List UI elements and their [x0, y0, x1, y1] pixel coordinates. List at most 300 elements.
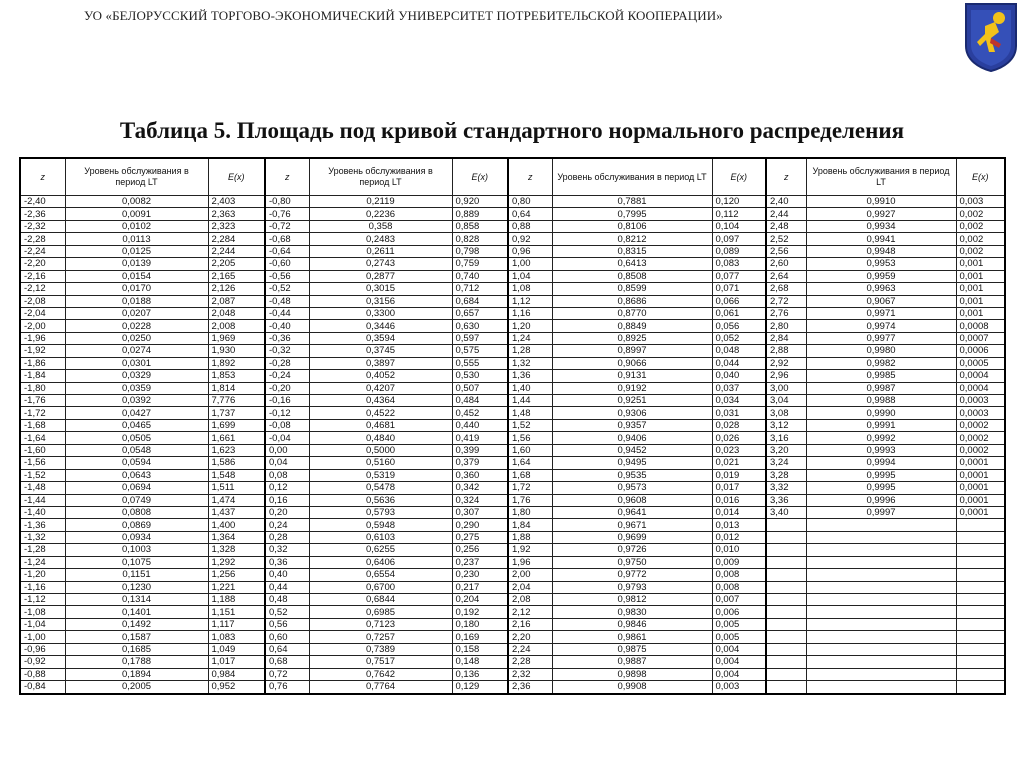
table-cell: 0,9982 [806, 357, 956, 369]
table-cell: 0,0808 [65, 506, 208, 518]
table-cell: -1,64 [20, 432, 65, 444]
table-cell: 1,737 [208, 407, 265, 419]
table-cell: 0,9910 [806, 196, 956, 208]
table-row [20, 245, 1005, 257]
table-cell [956, 569, 1005, 581]
table-cell: 0,88 [508, 220, 552, 232]
table-cell: -2,24 [20, 245, 65, 257]
table-cell: -0,36 [265, 332, 309, 344]
table-cell: 0,9908 [552, 681, 712, 694]
column-header-ex-3: E(x) [712, 158, 766, 196]
table-cell: 2,92 [766, 357, 806, 369]
table-cell: 0,008 [712, 581, 766, 593]
table-cell: 0,034 [712, 395, 766, 407]
table-cell: 0,60 [265, 631, 309, 643]
table-cell: 1,56 [508, 432, 552, 444]
table-cell: 7,776 [208, 395, 265, 407]
table-cell: 0,9608 [552, 494, 712, 506]
table-cell: 0,0274 [65, 345, 208, 357]
table-cell: 1,049 [208, 643, 265, 655]
table-cell: 0,360 [452, 469, 508, 481]
table-cell: 0,3446 [309, 320, 452, 332]
table-cell: 0,5636 [309, 494, 452, 506]
table-cell: 2,64 [766, 270, 806, 282]
table-cell: 0,9974 [806, 320, 956, 332]
table-cell: 0,5478 [309, 482, 452, 494]
table-cell [806, 581, 956, 593]
table-cell: 0,358 [309, 220, 452, 232]
table-cell: 0,0694 [65, 482, 208, 494]
table-cell: 0,2119 [309, 196, 452, 208]
table-cell [956, 594, 1005, 606]
table-cell: 1,84 [508, 519, 552, 531]
table-cell: 3,16 [766, 432, 806, 444]
column-header-z-1: z [20, 158, 65, 196]
table-cell: 0,9934 [806, 220, 956, 232]
table-cell: 0,4207 [309, 382, 452, 394]
table-cell: 0,0301 [65, 357, 208, 369]
table-cell: 1,04 [508, 270, 552, 282]
table-cell: -0,16 [265, 395, 309, 407]
table-cell: 1,292 [208, 556, 265, 568]
table-cell: 0,8849 [552, 320, 712, 332]
table-cell: 2,56 [766, 245, 806, 257]
table-cell: 0,0125 [65, 245, 208, 257]
table-cell: 0,204 [452, 594, 508, 606]
table-cell: -0,60 [265, 258, 309, 270]
table-cell: 0,005 [712, 618, 766, 630]
table-cell: 2,363 [208, 208, 265, 220]
table-cell: 0,083 [712, 258, 766, 270]
table-row [20, 307, 1005, 319]
table-cell: 1,151 [208, 606, 265, 618]
table-cell: -0,28 [265, 357, 309, 369]
table-cell: 2,48 [766, 220, 806, 232]
table-cell: 0,0002 [956, 419, 1005, 431]
table-row [20, 382, 1005, 394]
table-cell: -0,56 [265, 270, 309, 282]
table-cell [766, 668, 806, 680]
table-cell: 1,96 [508, 556, 552, 568]
table-cell: 0,003 [712, 681, 766, 694]
table-cell: 3,40 [766, 506, 806, 518]
table-cell: -1,20 [20, 569, 65, 581]
table-cell: 0,5160 [309, 457, 452, 469]
table-cell: 0,007 [712, 594, 766, 606]
table-cell: 0,031 [712, 407, 766, 419]
table-cell: 0,6413 [552, 258, 712, 270]
table-cell: 0,9495 [552, 457, 712, 469]
table-cell: 0,275 [452, 531, 508, 543]
table-cell: 0,9971 [806, 307, 956, 319]
table-cell [766, 643, 806, 655]
table-cell: 0,9991 [806, 419, 956, 431]
table-cell: 0,08 [265, 469, 309, 481]
table-cell: 0,0004 [956, 382, 1005, 394]
table-cell: 0,9641 [552, 506, 712, 518]
table-cell: -1,32 [20, 531, 65, 543]
table-cell: -0,68 [265, 233, 309, 245]
table-cell: 0,0392 [65, 395, 208, 407]
table-cell: -1,16 [20, 581, 65, 593]
table-cell: 0,013 [712, 519, 766, 531]
organization-header: УО «БЕЛОРУССКИЙ ТОРГОВО-ЭКОНОМИЧЕСКИЙ УНИВЕРСИТЕТ ПОТРЕБИТЕЛЬСКОЙ КООПЕРАЦИИ» [84, 8, 723, 23]
table-cell: 0,9406 [552, 432, 712, 444]
table-cell: 1,24 [508, 332, 552, 344]
table-cell: 0,1230 [65, 581, 208, 593]
table-cell: 1,364 [208, 531, 265, 543]
table-cell: 0,019 [712, 469, 766, 481]
table-row [20, 681, 1005, 694]
table-cell: 1,083 [208, 631, 265, 643]
table-row [20, 631, 1005, 643]
table-cell: 2,28 [508, 656, 552, 668]
table-cell: 0,9990 [806, 407, 956, 419]
table-cell: 1,76 [508, 494, 552, 506]
table-row [20, 283, 1005, 295]
table-cell: 1,28 [508, 345, 552, 357]
table-cell: 2,36 [508, 681, 552, 694]
table-cell: 1,328 [208, 544, 265, 556]
table-cell: -0,76 [265, 208, 309, 220]
table-cell: 2,048 [208, 307, 265, 319]
table-cell: 0,0001 [956, 457, 1005, 469]
table-cell: 0,92 [508, 233, 552, 245]
table-cell: 2,72 [766, 295, 806, 307]
table-row [20, 345, 1005, 357]
table-cell: -1,84 [20, 370, 65, 382]
table-cell: 0,012 [712, 531, 766, 543]
table-cell: 0,002 [956, 208, 1005, 220]
table-cell: 0,009 [712, 556, 766, 568]
table-cell: 3,08 [766, 407, 806, 419]
table-cell: 0,3897 [309, 357, 452, 369]
table-cell: 0,002 [956, 220, 1005, 232]
table-cell: 0,0869 [65, 519, 208, 531]
table-row [20, 332, 1005, 344]
table-cell: 1,64 [508, 457, 552, 469]
table-cell: -1,68 [20, 419, 65, 431]
table-cell: 0,148 [452, 656, 508, 668]
table-cell: 0,136 [452, 668, 508, 680]
table-cell: 0,5948 [309, 519, 452, 531]
table-cell: 0,2236 [309, 208, 452, 220]
table-cell: 0,8599 [552, 283, 712, 295]
table-cell: 0,9452 [552, 444, 712, 456]
table-cell: 0,1075 [65, 556, 208, 568]
table-cell: 0,0188 [65, 295, 208, 307]
table-cell: 0,76 [265, 681, 309, 694]
table-cell: -1,48 [20, 482, 65, 494]
table-cell: 2,165 [208, 270, 265, 282]
table-cell: 0,52 [265, 606, 309, 618]
table-cell: 1,92 [508, 544, 552, 556]
table-cell: 1,52 [508, 419, 552, 431]
table-row [20, 432, 1005, 444]
table-cell: 0,6700 [309, 581, 452, 593]
table-cell: 2,60 [766, 258, 806, 270]
table-cell: 2,04 [508, 581, 552, 593]
table-cell: 0,1894 [65, 668, 208, 680]
column-header-z-4: z [766, 158, 806, 196]
table-cell: 1,00 [508, 258, 552, 270]
table-cell: 3,24 [766, 457, 806, 469]
table-cell: 0,4052 [309, 370, 452, 382]
table-cell: 0,0001 [956, 469, 1005, 481]
table-row [20, 531, 1005, 543]
table-cell: 0,0001 [956, 494, 1005, 506]
table-row [20, 656, 1005, 668]
table-cell: 1,623 [208, 444, 265, 456]
table-cell: 0,1788 [65, 656, 208, 668]
table-cell: 3,12 [766, 419, 806, 431]
table-cell: 3,32 [766, 482, 806, 494]
table-cell: 0,0007 [956, 332, 1005, 344]
table-cell: 1,72 [508, 482, 552, 494]
table-cell: -0,88 [20, 668, 65, 680]
table-cell: 0,307 [452, 506, 508, 518]
table-cell: 0,0465 [65, 419, 208, 431]
table-cell [956, 643, 1005, 655]
table-cell: -0,72 [265, 220, 309, 232]
table-cell: 2,16 [508, 618, 552, 630]
table-cell: 0,9812 [552, 594, 712, 606]
table-cell [766, 556, 806, 568]
table-cell: 0,9887 [552, 656, 712, 668]
table-cell: -0,48 [265, 295, 309, 307]
table-cell: 2,40 [766, 196, 806, 208]
table-cell: 0,858 [452, 220, 508, 232]
table-cell: 0,9953 [806, 258, 956, 270]
table-cell: 0,2743 [309, 258, 452, 270]
table-cell: 0,3015 [309, 283, 452, 295]
table-cell: 0,044 [712, 357, 766, 369]
table-row [20, 270, 1005, 282]
table-cell: 0,0250 [65, 332, 208, 344]
table-cell: -0,52 [265, 283, 309, 295]
table-cell: 0,129 [452, 681, 508, 694]
table-cell [956, 531, 1005, 543]
table-cell: 0,8770 [552, 307, 712, 319]
table-cell: 2,88 [766, 345, 806, 357]
table-cell [956, 544, 1005, 556]
table-cell: 0,9985 [806, 370, 956, 382]
table-cell: 0,484 [452, 395, 508, 407]
table-cell: 0,9131 [552, 370, 712, 382]
table-cell: 0,9980 [806, 345, 956, 357]
table-row [20, 208, 1005, 220]
table-cell: 3,28 [766, 469, 806, 481]
table-cell: 1,48 [508, 407, 552, 419]
table-cell: 0,9988 [806, 395, 956, 407]
table-row [20, 357, 1005, 369]
table-cell: 0,097 [712, 233, 766, 245]
table-cell: 0,010 [712, 544, 766, 556]
table-cell: 2,52 [766, 233, 806, 245]
table-cell [806, 681, 956, 694]
table-cell: 0,657 [452, 307, 508, 319]
table-cell: 0,597 [452, 332, 508, 344]
table-cell: 0,5793 [309, 506, 452, 518]
table-cell [766, 519, 806, 531]
table-cell: -0,12 [265, 407, 309, 419]
table-cell: 0,9963 [806, 283, 956, 295]
table-cell: 1,36 [508, 370, 552, 382]
table-row [20, 320, 1005, 332]
table-cell: 0,630 [452, 320, 508, 332]
table-cell: -1,96 [20, 332, 65, 344]
table-cell: 0,237 [452, 556, 508, 568]
table-cell: 0,00 [265, 444, 309, 456]
table-cell: 1,437 [208, 506, 265, 518]
table-cell: 0,0001 [956, 506, 1005, 518]
table-cell: 0,016 [712, 494, 766, 506]
table-cell: -2,20 [20, 258, 65, 270]
table-row [20, 370, 1005, 382]
table-cell: 0,2877 [309, 270, 452, 282]
table-cell: 0,017 [712, 482, 766, 494]
table-cell: -1,28 [20, 544, 65, 556]
table-cell: -1,60 [20, 444, 65, 456]
table-row [20, 618, 1005, 630]
table-cell [956, 668, 1005, 680]
table-row [20, 643, 1005, 655]
table-cell: 0,9357 [552, 419, 712, 431]
table-cell: -1,40 [20, 506, 65, 518]
table-cell: 0,0154 [65, 270, 208, 282]
table-row [20, 295, 1005, 307]
table-cell: 0,9306 [552, 407, 712, 419]
table-cell [956, 618, 1005, 630]
table-cell: 0,9927 [806, 208, 956, 220]
table-cell: 0,0594 [65, 457, 208, 469]
table-cell: -2,16 [20, 270, 65, 282]
table-row [20, 556, 1005, 568]
table-cell: 1,117 [208, 618, 265, 630]
normal-distribution-table-container [19, 157, 1004, 695]
table-cell: 0,026 [712, 432, 766, 444]
table-cell: 0,9993 [806, 444, 956, 456]
table-cell: 1,661 [208, 432, 265, 444]
table-row [20, 482, 1005, 494]
table-cell: 0,7642 [309, 668, 452, 680]
table-cell: 0,004 [712, 656, 766, 668]
table-cell: 0,9959 [806, 270, 956, 282]
table-cell: 0,0427 [65, 407, 208, 419]
table-cell: 0,20 [265, 506, 309, 518]
table-cell: 2,126 [208, 283, 265, 295]
table-cell: 0,48 [265, 594, 309, 606]
table-cell: -2,28 [20, 233, 65, 245]
column-header-z-2: z [265, 158, 309, 196]
table-cell [766, 531, 806, 543]
table-cell: 0,0008 [956, 320, 1005, 332]
table-cell: 0,112 [712, 208, 766, 220]
table-cell: -0,40 [265, 320, 309, 332]
table-cell: 0,68 [265, 656, 309, 668]
table-cell: 1,40 [508, 382, 552, 394]
table-cell: 0,0749 [65, 494, 208, 506]
table-cell: 2,96 [766, 370, 806, 382]
table-header-row [20, 158, 1005, 196]
table-cell: 0,1151 [65, 569, 208, 581]
table-cell: 0,6554 [309, 569, 452, 581]
table-row [20, 233, 1005, 245]
table-cell: 2,08 [508, 594, 552, 606]
table-row [20, 506, 1005, 518]
table-cell [806, 519, 956, 531]
table-row [20, 544, 1005, 556]
table-cell: -0,32 [265, 345, 309, 357]
table-cell: 0,28 [265, 531, 309, 543]
column-header-service-level-3: Уровень обслуживания в период LT [552, 158, 712, 196]
table-cell: 2,80 [766, 320, 806, 332]
table-cell: 0,7123 [309, 618, 452, 630]
table-cell: 0,440 [452, 419, 508, 431]
table-cell: 2,32 [508, 668, 552, 680]
table-cell: 0,9535 [552, 469, 712, 481]
table-cell: 0,9977 [806, 332, 956, 344]
column-header-service-level-4: Уровень обслуживания в период LT [806, 158, 956, 196]
table-cell: 0,24 [265, 519, 309, 531]
table-cell: 1,930 [208, 345, 265, 357]
table-cell [956, 581, 1005, 593]
table-cell: 2,323 [208, 220, 265, 232]
table-cell: 0,4840 [309, 432, 452, 444]
table-cell: 2,12 [508, 606, 552, 618]
table-cell: 1,853 [208, 370, 265, 382]
table-cell: -1,12 [20, 594, 65, 606]
table-cell [806, 544, 956, 556]
table-cell: -2,00 [20, 320, 65, 332]
table-cell: 0,021 [712, 457, 766, 469]
column-header-ex-2: E(x) [452, 158, 508, 196]
table-cell: -0,64 [265, 245, 309, 257]
table-cell: -1,08 [20, 606, 65, 618]
table-cell: 0,061 [712, 307, 766, 319]
table-cell: 0,014 [712, 506, 766, 518]
table-cell: 0,0359 [65, 382, 208, 394]
table-row [20, 444, 1005, 456]
table-row [20, 519, 1005, 531]
table-cell [956, 606, 1005, 618]
table-cell: 0,04 [265, 457, 309, 469]
table-cell: 0,5319 [309, 469, 452, 481]
table-cell: -0,08 [265, 419, 309, 431]
table-row [20, 581, 1005, 593]
table-cell: 2,24 [508, 643, 552, 655]
table-cell: 0,8925 [552, 332, 712, 344]
table-cell [766, 594, 806, 606]
table-cell: 0,180 [452, 618, 508, 630]
table-cell [956, 656, 1005, 668]
table-cell: 0,003 [956, 196, 1005, 208]
table-cell [806, 606, 956, 618]
table-cell: -0,04 [265, 432, 309, 444]
table-cell: 1,16 [508, 307, 552, 319]
normal-distribution-table [19, 157, 1006, 695]
table-cell: 2,76 [766, 307, 806, 319]
table-cell: -1,80 [20, 382, 65, 394]
table-cell: 0,8508 [552, 270, 712, 282]
table-cell: 0,64 [265, 643, 309, 655]
table-row [20, 668, 1005, 680]
table-cell: 2,44 [766, 208, 806, 220]
table-cell: 0,9995 [806, 482, 956, 494]
table-cell: 0,0002 [956, 444, 1005, 456]
table-cell: 0,9699 [552, 531, 712, 543]
table-cell [806, 656, 956, 668]
